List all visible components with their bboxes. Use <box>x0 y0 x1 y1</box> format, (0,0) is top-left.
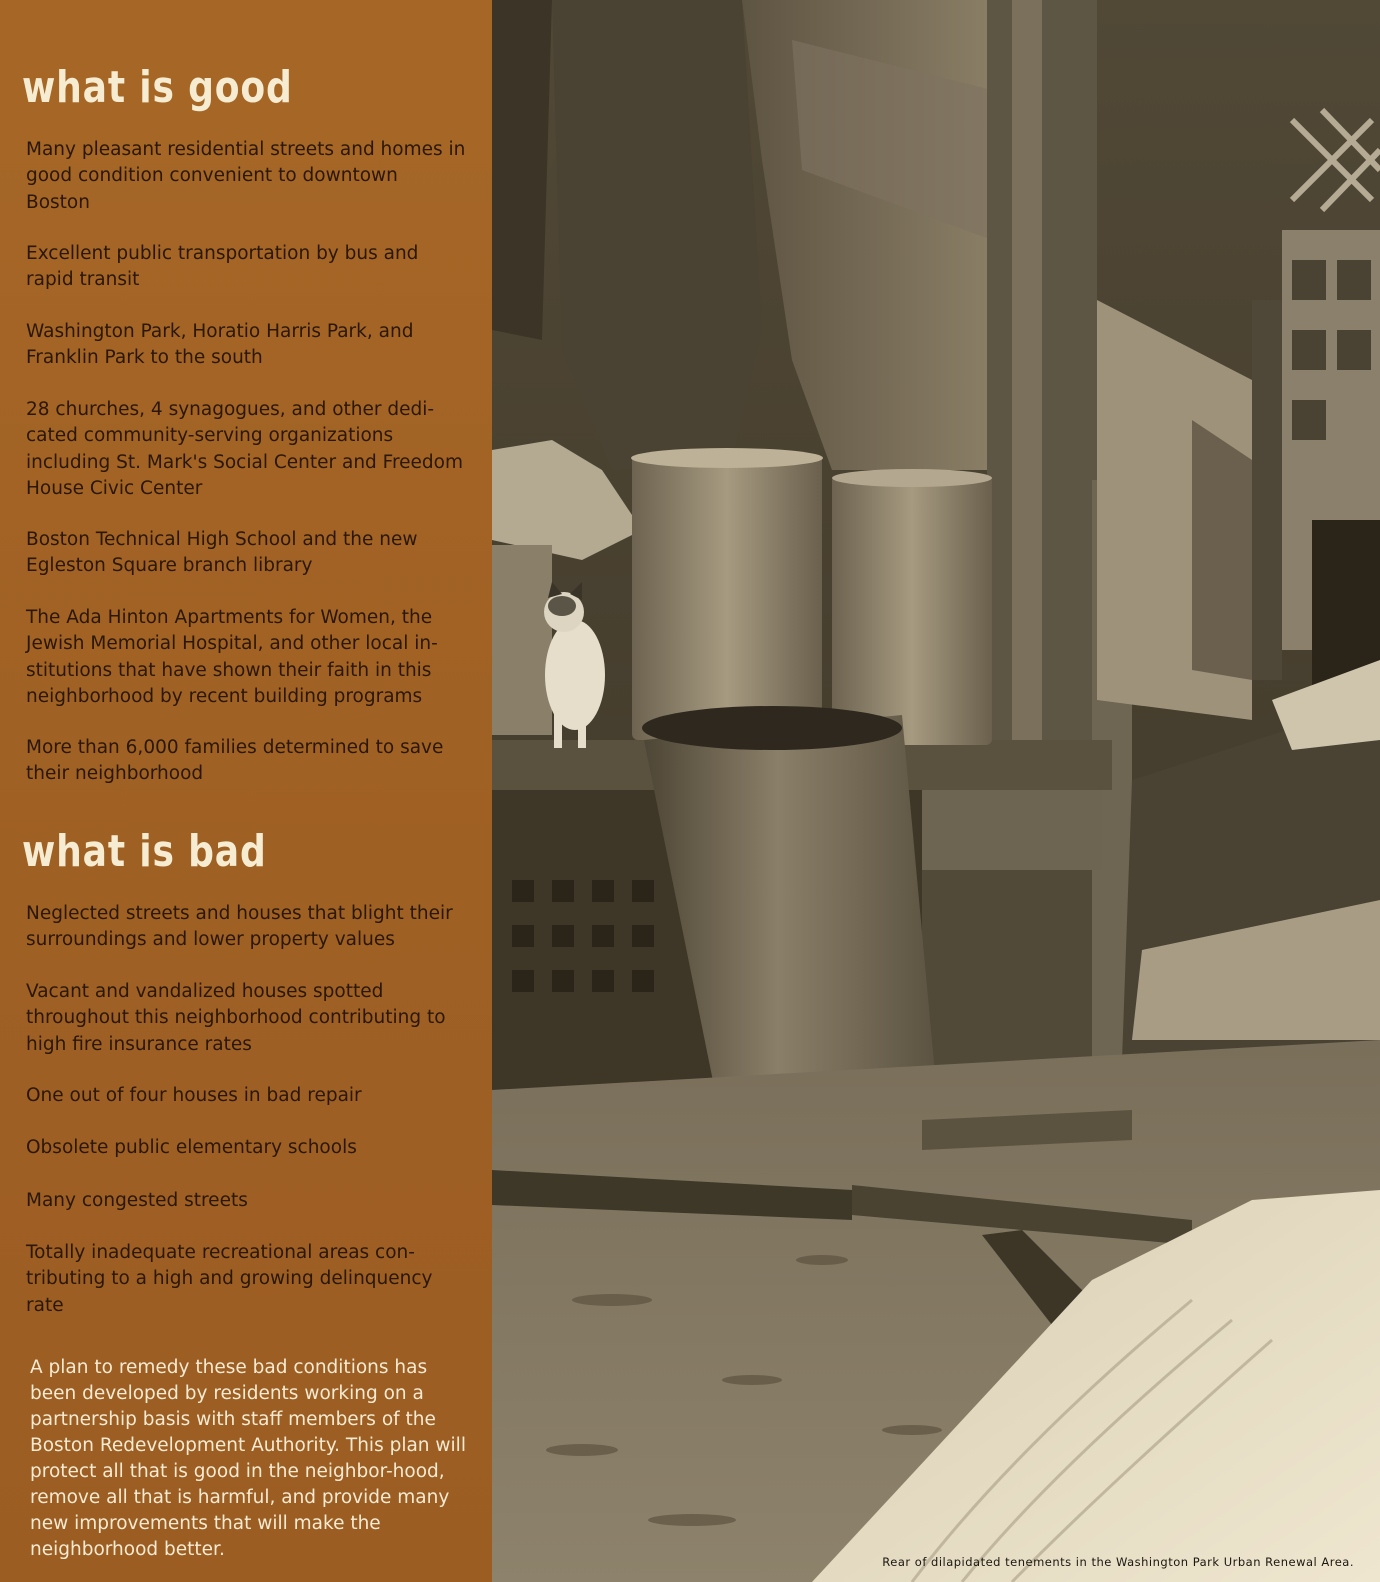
bad-heading: what is bad <box>22 826 267 877</box>
good-item: 28 churches, 4 synagogues, and other dedi-cated community-serving organizations including St. Mark's Social Center and Freedom House Civic Center <box>26 399 464 499</box>
good-item: Many pleasant residential streets and homes in good condition convenient to downtown Boston <box>26 139 466 213</box>
tenement-photo-illustration <box>492 0 1380 1582</box>
good-item: Boston Technical High School and the new Egleston Square branch library <box>26 529 418 577</box>
tenement-photo <box>492 0 1380 1582</box>
photo-caption: Rear of dilapidated tenements in the Washington Park Urban Renewal Area. <box>882 1555 1354 1569</box>
good-item: Washington Park, Horatio Harris Park, and Franklin Park to the south <box>26 321 414 369</box>
good-item: Excellent public transportation by bus and rapid transit <box>26 243 419 291</box>
good-item: The Ada Hinton Apartments for Women, the Jewish Memorial Hospital, and other local in-stitutions that have shown their faith in this neighborhood by recent building programs <box>26 607 438 707</box>
good-item: More than 6,000 families determined to save their neighborhood <box>26 737 444 785</box>
bad-item: Neglected streets and houses that blight their surroundings and lower property values <box>26 903 453 951</box>
bad-item: Vacant and vandalized houses spotted throughout this neighborhood contributing to high fire insurance rates <box>26 981 446 1055</box>
good-heading: what is good <box>22 62 293 113</box>
closing-paragraph: A plan to remedy these bad conditions has been developed by residents working on a partnership basis with staff members of the Boston Redevelopment Authority. This plan will protect all that is good in the neighbor-hood, remove all that is harmful, and provide many new improvements that will make the neighborhood better. <box>30 1357 466 1560</box>
bad-item: One out of four houses in bad repair <box>26 1085 362 1106</box>
text-panel <box>0 0 492 1582</box>
bad-item: Many congested streets <box>26 1190 248 1211</box>
bad-item: Totally inadequate recreational areas con-tributing to a high and growing delinquency rate <box>26 1242 433 1316</box>
bad-item: Obsolete public elementary schools <box>26 1137 357 1158</box>
